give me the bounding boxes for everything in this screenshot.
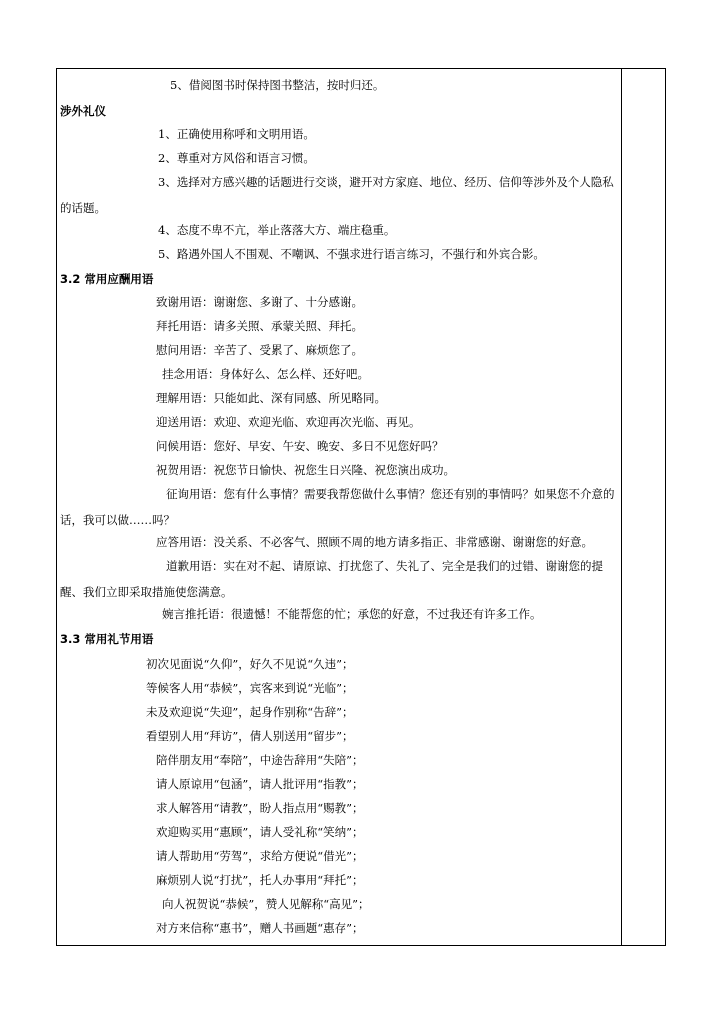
- text-line: 未及欢迎说“失迎”，起身作别称“告辞”；: [146, 705, 354, 719]
- section-heading: 涉外礼仪: [60, 104, 106, 118]
- text-line: 应答用语：没关系、不必客气、照顾不周的地方请多指正、非常感谢、谢谢您的好意。: [156, 535, 593, 549]
- text-line: 理解用语：只能如此、深有同感、所见略同。: [156, 391, 386, 405]
- text-line: 2、尊重对方风俗和语言习惯。: [158, 151, 315, 165]
- text-line: 初次见面说“久仰”，好久不见说“久违”；: [146, 657, 354, 671]
- text-line: 挂念用语：身体好么、怎么样、还好吧。: [162, 367, 369, 381]
- text-line: 求人解答用“请教”，盼人指点用“赐教”；: [156, 801, 364, 815]
- text-line: 请人原谅用“包涵”，请人批评用“指教”；: [156, 777, 364, 791]
- text-line: 等候客人用“恭候”，宾客来到说“光临”；: [146, 681, 354, 695]
- text-line: 5、借阅图书时保持图书整洁，按时归还。: [170, 78, 385, 92]
- text-line: 问候用语：您好、早安、午安、晚安、多日不见您好吗？: [156, 439, 444, 453]
- text-paragraph: 道歉用语：实在对不起、请原谅、打扰您了、失礼了、完全是我们的过错、谢谢您的提醒、我们立即采取措施使您满意。: [60, 559, 603, 599]
- text-line: 向人祝贺说“恭候”，赞人见解称“高见”；: [162, 897, 370, 911]
- text-line: 迎送用语：欢迎、欢迎光临、欢迎再次光临、再见。: [156, 415, 421, 429]
- text-line: 5、路遇外国人不围观、不嘲讽、不强求进行语言练习，不强行和外宾合影。: [158, 247, 545, 261]
- text-line: 拜托用语：请多关照、承蒙关照、拜托。: [156, 319, 363, 333]
- column-divider: [621, 68, 622, 946]
- text-line: 4、态度不卑不亢，举止落落大方、端庄稳重。: [158, 223, 396, 237]
- text-line: 1、正确使用称呼和文明用语。: [158, 127, 315, 141]
- text-line: 慰问用语：辛苦了、受累了、麻烦您了。: [156, 343, 363, 357]
- text-line: 请人帮助用“劳驾”，求给方便说“借光”；: [156, 849, 364, 863]
- text-line: 欢迎购买用“惠顾”，请人受礼称“笑纳”；: [156, 825, 364, 839]
- section-heading: 3.3 常用礼节用语: [60, 632, 154, 646]
- text-line: 陪伴朋友用“奉陪”，中途告辞用“失陪”；: [156, 753, 364, 767]
- text-line: 致谢用语：谢谢您、多谢了、十分感谢。: [156, 295, 363, 309]
- section-heading: 3.2 常用应酬用语: [60, 272, 154, 286]
- text-line: 对方来信称“惠书”，赠人书画题“惠存”；: [156, 921, 364, 935]
- text-line: 祝贺用语：祝您节日愉快、祝您生日兴隆、祝您演出成功。: [156, 463, 455, 477]
- text-paragraph: 征询用语：您有什么事情？需要我帮您做什么事情？您还有别的事情吗？如果您不介意的话，我可以做……吗？: [60, 487, 615, 527]
- text-line: 麻烦别人说“打扰”，托人办事用“拜托”；: [156, 873, 364, 887]
- text-line: 婉言推托语：很遗憾！不能帮您的忙；承您的好意，不过我还有许多工作。: [162, 607, 542, 621]
- text-line: 看望别人用“拜访”，倩人别送用“留步”；: [146, 729, 354, 743]
- text-paragraph: 3、选择对方感兴趣的话题进行交谈，避开对方家庭、地位、经历、信仰等涉外及个人隐私的话题。: [60, 175, 614, 215]
